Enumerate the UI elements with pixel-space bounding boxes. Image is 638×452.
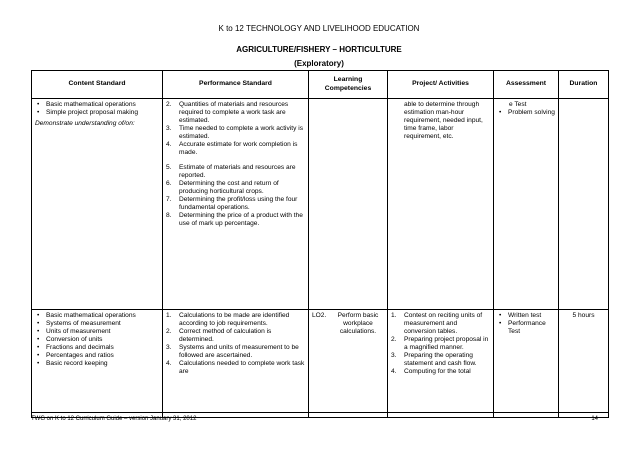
list-item: 4. Computing for the total xyxy=(391,368,471,376)
assessment-cell xyxy=(494,310,559,418)
footer-divider xyxy=(31,412,608,413)
list-item: • Simple project proposal making xyxy=(35,109,159,117)
performance-list-continued xyxy=(166,164,305,228)
content-standard-cell xyxy=(32,310,163,418)
learning-outcome xyxy=(312,312,384,336)
header-learning-competencies: Learning Competencies xyxy=(309,71,388,99)
project-activities-text: able to determine through estimation man-hour requirement, needed input, time frame, labor requirement, etc. xyxy=(404,101,483,141)
assessment-continued: e Test xyxy=(509,101,527,108)
learning-outcome-number: LO2. xyxy=(312,312,327,319)
table-header-row xyxy=(32,71,609,99)
learning-competencies-cell xyxy=(309,310,388,418)
list-item: • Written test xyxy=(497,312,555,320)
list-item: • Percentages and ratios xyxy=(35,352,159,360)
header-duration: Duration xyxy=(559,71,609,99)
document-subtitle: AGRICULTURE/FISHERY – HORTICULTURE xyxy=(236,45,402,54)
list-item: 3. Preparing the operating statement and cash flow. xyxy=(391,352,477,368)
list-item: 2. Preparing project proposal in a magnified manner. xyxy=(391,336,489,352)
list-item: 2. Quantities of materials and resources required to complete a work task are estimated. xyxy=(166,101,289,125)
header-project-activities: Project/ Activities xyxy=(388,71,494,99)
page-footer xyxy=(31,416,608,422)
header-assessment: Assessment xyxy=(494,71,559,99)
curriculum-table xyxy=(31,70,609,418)
table-row xyxy=(32,99,609,310)
list-item: • Performance Test xyxy=(497,320,555,336)
list-item: • Systems of measurement xyxy=(35,320,159,328)
list-item: 2. Correct method of calculation is determined. xyxy=(166,328,272,344)
content-standard-cell xyxy=(32,99,163,310)
project-activities-cell xyxy=(388,310,494,418)
content-standard-note: Demonstrate understanding of/on: xyxy=(35,120,135,128)
performance-standard-cell xyxy=(163,99,309,310)
list-item: 4. Calculations needed to complete work task are xyxy=(166,360,305,376)
document-subtitle-exploratory: (Exploratory) xyxy=(294,59,344,68)
page-number: 14 xyxy=(591,416,598,422)
footer-text: TWG on K to 12 Curriculum Guide – version January 31, 2012 xyxy=(31,416,197,422)
list-item: • Conversion of units xyxy=(35,336,159,344)
content-standard-list xyxy=(35,101,159,117)
header-content-standard: Content Standard xyxy=(32,71,163,99)
duration-cell xyxy=(559,99,609,310)
duration-cell: 5 hours xyxy=(559,310,609,418)
list-item: • Problem solving xyxy=(497,109,555,117)
learning-outcome-text: Perform basic workplace calculations. xyxy=(337,312,379,336)
list-item: 7. Determining the profit/loss using the four fundamental operations. xyxy=(166,196,298,212)
project-list xyxy=(391,312,490,376)
list-item: 1. Contest on reciting units of measurement and conversion tables. xyxy=(391,312,483,336)
learning-competencies-cell xyxy=(309,99,388,310)
project-activities-cell xyxy=(388,99,494,310)
list-item: • Basic mathematical operations xyxy=(35,101,159,109)
list-item: • Basic record keeping xyxy=(35,360,159,368)
performance-list xyxy=(166,101,305,157)
list-item: 1. Calculations to be made are identified according to job requirements. xyxy=(166,312,290,328)
list-item: • Units of measurement xyxy=(35,328,159,336)
list-item: • Fractions and decimals xyxy=(35,344,159,352)
list-item: 8. Determining the price of a product with the use of mark up percentage. xyxy=(166,212,303,228)
list-item: 5. Estimate of materials and resources are reported. xyxy=(166,164,296,180)
document-title: K to 12 TECHNOLOGY AND LIVELIHOOD EDUCATION xyxy=(218,24,420,33)
content-standard-list xyxy=(35,312,159,368)
header-performance-standard: Performance Standard xyxy=(163,71,309,99)
list-item: 3. Time needed to complete a work activity is estimated. xyxy=(166,125,303,141)
performance-standard-cell xyxy=(163,310,309,418)
table-row xyxy=(32,310,609,418)
assessment-list xyxy=(497,109,555,117)
performance-list xyxy=(166,312,305,376)
assessment-list xyxy=(497,312,555,336)
list-item: 3. Systems and units of measurement to be followed are ascertained. xyxy=(166,344,299,360)
list-item: 6. Determining the cost and return of producing horticultural crops. xyxy=(166,180,279,196)
assessment-cell xyxy=(494,99,559,310)
list-item: • Basic mathematical operations xyxy=(35,312,159,320)
list-item: 4. Accurate estimate for work completion is made. xyxy=(166,141,298,157)
